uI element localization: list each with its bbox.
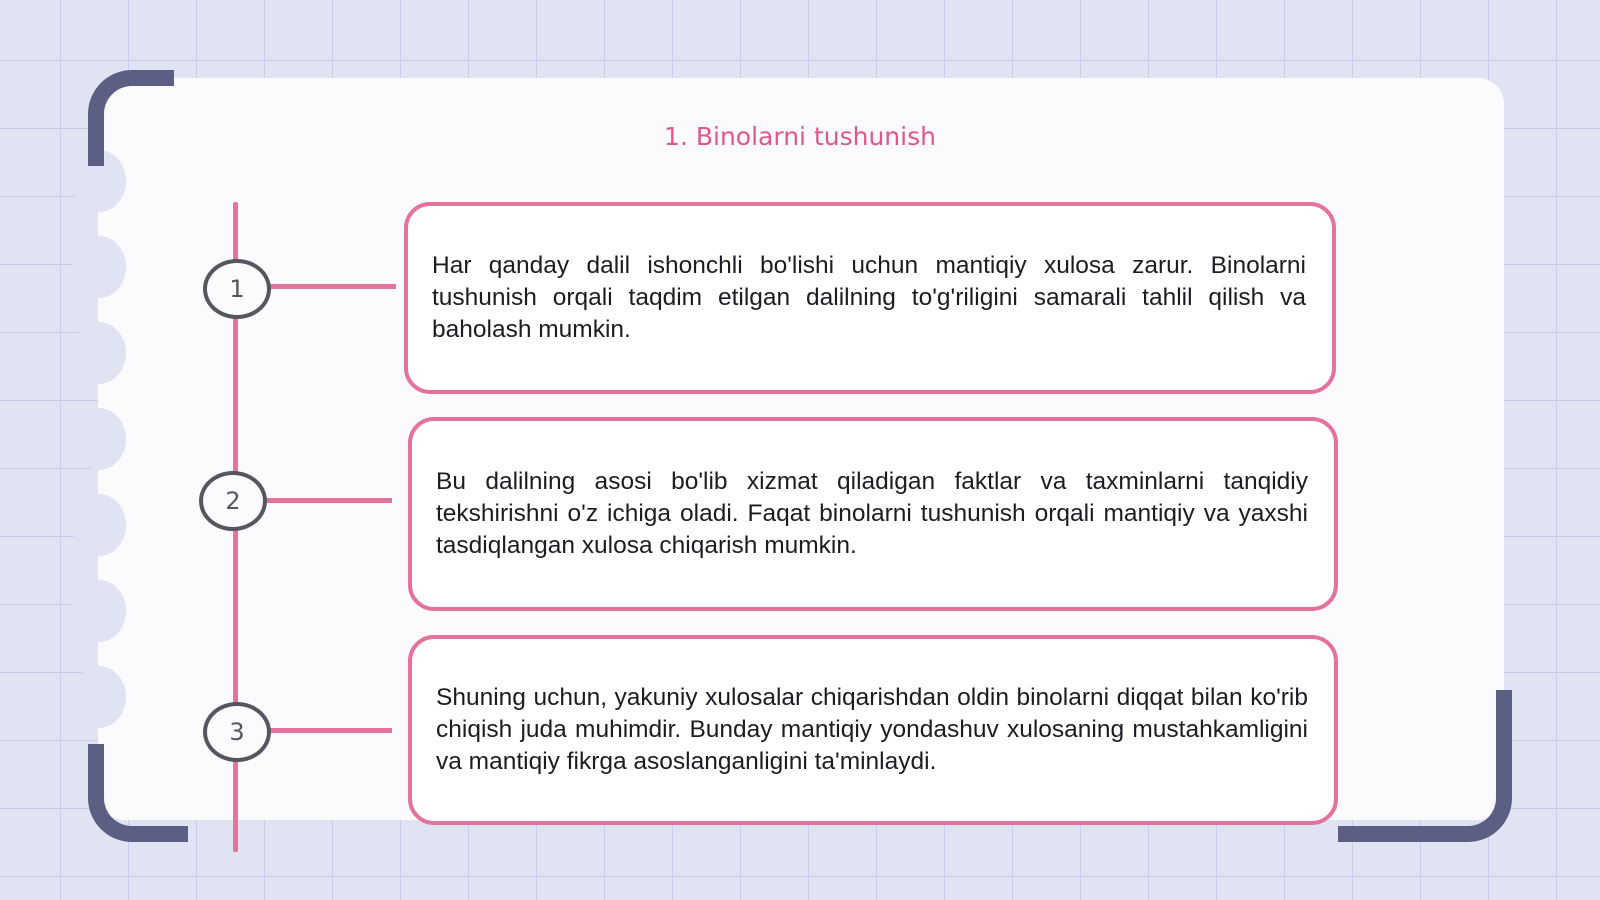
step-1-connector	[262, 284, 396, 289]
page-scallop	[72, 666, 126, 728]
step-2-number: 2	[225, 487, 241, 515]
corner-bracket-top-left	[88, 70, 174, 166]
step-2-connector	[262, 498, 392, 503]
step-1-circle	[203, 259, 271, 319]
corner-bracket-bottom-left	[88, 744, 188, 842]
corner-bracket-bottom-right	[1338, 690, 1512, 842]
step-1-number: 1	[229, 275, 245, 303]
step-3-number: 3	[229, 718, 245, 746]
page-scallop	[72, 236, 126, 298]
step-3-card	[408, 635, 1338, 825]
step-3-circle	[203, 702, 271, 762]
step-1-text: Har qanday dalil ishonchli bo'lishi uchun mantiqiy xulosa zarur. Binolarni tushunish orqali taqdim etilgan dalilning to'g'riligini samarali tahlil qilish va baholash mumkin.	[432, 252, 1306, 343]
step-2-circle	[199, 471, 267, 531]
step-2-card	[408, 417, 1338, 611]
step-3-text: Shuning uchun, yakuniy xulosalar chiqarishdan oldin binolarni diqqat bilan ko'rib chiqish juda muhimdir. Bunday mantiqiy yondashuv xulosaning mustahkamligini va mantiqiy fikrga asoslanganligini ta'minlaydi.	[436, 684, 1308, 775]
step-3-connector	[262, 728, 392, 733]
page-scallop	[72, 580, 126, 642]
step-1-card	[404, 202, 1336, 394]
page-scallop	[72, 322, 126, 384]
page-scallop	[72, 408, 126, 470]
slide-title: 1. Binolarni tushunish	[664, 122, 936, 151]
step-2-text: Bu dalilning asosi bo'lib xizmat qiladigan faktlar va taxminlarni tanqidiy tekshirishni o'z ichiga oladi. Faqat binolarni tushunish orqali mantiqiy va yaxshi tasdiqlangan xulosa chiqarish mumkin.	[436, 468, 1308, 559]
page-scallop	[72, 494, 126, 556]
